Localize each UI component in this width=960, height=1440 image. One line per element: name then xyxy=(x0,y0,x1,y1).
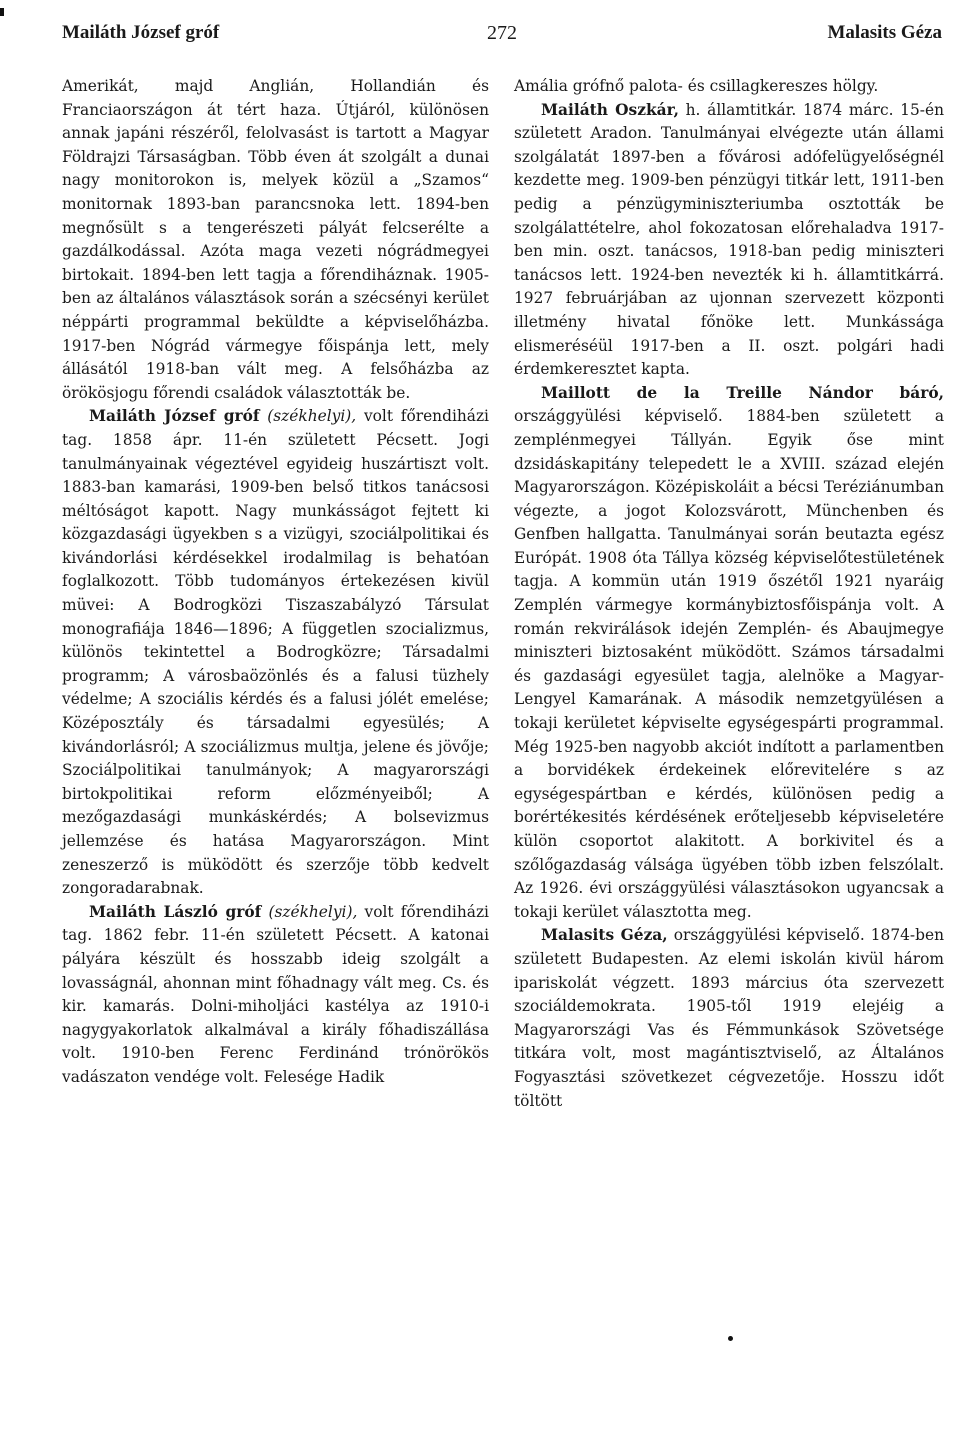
entry-text: volt főrendiházi tag. 1862 febr. 11-én született Pécsett. A katonai pályára készült és hosszabb ideig szolgált a lovasságnál, ahonnan mint főhadnagy vált meg. Cs. és kir. kamarás. Dolni-miholjáci kastélya az 1910-i nagygyakorlatok alkalmával a király főhadiszállása volt. 1910-ben Ferenc Ferdinánd trónörökös vadászaton vendége volt. Felesége Hadik xyxy=(62,902,489,1086)
right-column xyxy=(514,75,944,1113)
entry-text: volt főrendiházi tag. 1858 ápr. 11-én született Pécsett. Jogi tanulmányainak végeztével egyideig huszártiszt volt. 1883-ban kamarási, 1909-ben belső titkos tanácsosi méltóságot kapott. Nagy munkásságot fejtett ki közgazdasági ügyekben s a vizügyi, szociálpolitikai és kivándorlási kérdésekkel irodalmilag is behatóan foglalkozott. Több tudományos értekezésen kivül müvei: A Bodrogközi Tiszaszabályzó Társulat monografiája 1846—1896; A független szocializmus, különös tekintettel a Bodrogközre; Társadalmi programm; A városbaözönlés és a falusi tüzhely védelme; A szociális kérdés és a falusi jólét emelése; Középosztály és társadalmi egyesülés; A kivándorlásról; A szociálizmus multja, jelene és jövője; Szociálpolitikai tanulmányok; A magyarországi birtokpolitikai reform előzményeiből; A mezőgazdasági munkáskérdés; A bolsevizmus jellemzése és hatása Magyarországon. Mint zeneszerző is müködött és szerzője több kedvelt zongoradarabnak. xyxy=(62,407,489,898)
entry-headword: Malasits Géza, xyxy=(541,926,668,945)
footer-mark xyxy=(728,1336,733,1341)
entry-continuation: Amália grófnő palota- és csillagkereszes hölgy. xyxy=(514,77,879,95)
entry-mailath-oszkar xyxy=(514,99,944,382)
left-column xyxy=(62,75,489,1090)
entry-text: h. államtitkár. 1874 márc. 15-én született Aradon. Tanulmányai elvégezte után állami szolgálatát 1897-ben a fővárosi adófelügyelőségnél kezdette meg. 1909-ben pénzügyi titkár lett, 1911-ben pedig a pénzügyminiszteriumba osztották be szolgálattételre, ahol fokozatosan előrehaladva 1917-ben min. oszt. tanácsos, 1918-ban pedig miniszteri tanácsos lett. 1924-ben nevezték ki h. államtitkárrá. 1927 februárjában az ujonnan szervezett központi illetmény hivatal főnöke lett. Munkássága elismeréséül 1917-ben a II. oszt. polgári hadi érdemkeresztet kapta. xyxy=(514,100,944,379)
entry-headword: Mailáth Oszkár, xyxy=(541,100,679,119)
entry-headword: Maillott de la Treille Nándor báró, xyxy=(541,383,944,402)
running-header xyxy=(62,22,942,52)
page-number: 272 xyxy=(487,22,517,44)
entry-mailath-jozsef xyxy=(62,405,489,900)
entry-headword-note: (székhelyi), xyxy=(267,407,357,426)
entry-headword: Mailáth László gróf xyxy=(89,902,262,921)
entry-malasits-geza xyxy=(514,924,944,1113)
scan-mark xyxy=(0,8,4,16)
header-left-entry: Mailáth József gróf xyxy=(62,22,220,43)
entry-headword: Mailáth József gróf xyxy=(89,407,260,426)
entry-text: országgyülési képviselő. 1874-ben született Budapesten. Az elemi iskolán kivül három ipariskolát végzett. 1893 március óta szervezett szociáldemokrata. 1905-től 1919 elejéig a Magyarországi Vas és Fémmunkások Szövetsége titkára volt, most magántisztviselő, az Általános Fogyasztási szövetkezet cégvezetője. Hosszu időt töltött xyxy=(514,926,944,1110)
entry-text: országgyülési képviselő. 1884-ben született a zemplénmegyei Tállyán. Egyik őse mint dzsidáskapitány telepedett le a XVIII. század elején Magyarországon. Középiskoláit a bécsi Teréziánumban végezte, a jogot Kolozsvárott, Münchenben és Genfben hallgatta. Tanulmányai során beutazta egész Európát. 1908 óta Tállya község képviselőtestületének tagja. A kommün után 1919 őszétől 1921 nyaráig Zemplén vármegye kormánybiztosfőispánja volt. A román rekvirálások idején Zemplén- és Abaujmegye miniszteri biztosaként müködött. Számos társadalmi és gazdasági egyesület tagja, alelnöke a Magyar-Lengyel Kamarának. A második nemzetgyülésen a tokaji kerületet képviselte egységespárti programmal. Még 1925-ben nagyobb akciót indított a parlamentben a borvidékek érdekeinek előrevitelére s az egységespártban e kérdés, különösen pedig a borértékesités kérdésének erőteljesebb képviseletére külön csoportot alakitott. A borkivitel és a szőlőgazdaság válsága ügyében több izben felszólalt. Az 1926. évi országgyülési választásokon ugyancsak a tokaji kerület választotta meg. xyxy=(514,407,944,921)
entry-headword-note: (székhelyi), xyxy=(268,902,358,921)
entry-continuation: Amerikát, majd Anglián, Hollandián és Franciaországon át tért haza. Útjáról, különösen annak japáni részéről, felolvasást is tartott a Magyar Földrajzi Társaságban. Több éven át szolgált a dunai nagy monitorokon is, melyek közül a „Szamos“ monitornak 1893-ban parancsnoka lett. 1894-ben megnősült s a tengerészeti pályát felcserélte a gazdálkodással. Azóta maga vezeti nógrádmegyei birtokait. 1894-ben lett tagja a főrendiháznak. 1905-ben az általános választások során a szécsényi kerület néppárti programmal beküldte a képviselőházba. 1917-ben Nógrád vármegye főispánja lett, mely állásától 1918-ban vált meg. A felsőházba az örökösjogu főrendi családok választották be. xyxy=(62,77,489,402)
entry-maillott-nandor xyxy=(514,382,944,925)
entry-mailath-laszlo xyxy=(62,901,489,1090)
header-right-entry: Malasits Géza xyxy=(827,22,942,43)
